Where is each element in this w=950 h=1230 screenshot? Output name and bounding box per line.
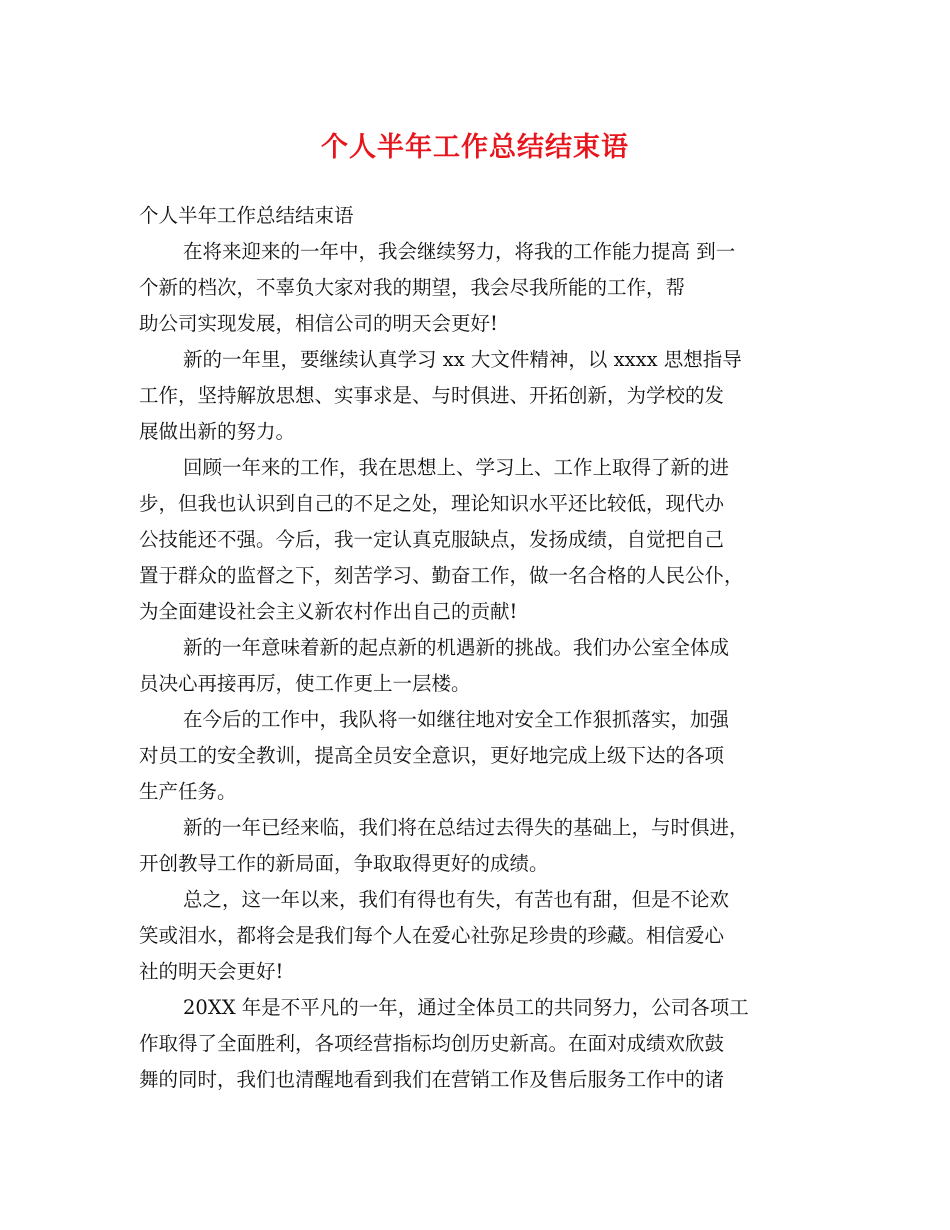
- body-line: 为全面建设社会主义新农村作出自己的贡献!: [139, 600, 518, 623]
- body-line: 回顾一年来的工作，我在思想上、学习上、工作上取得了新的进: [183, 456, 730, 479]
- body-line: 在将来迎来的一年中，我会继续努力，将我的工作能力提高 到一: [183, 240, 736, 263]
- body-line: 社的明天会更好!: [139, 960, 284, 983]
- body-line: 在今后的工作中，我队将一如继往地对安全工作狠抓落实，加强: [183, 708, 730, 731]
- body-line: 对员工的安全教训，提高全员安全意识，更好地完成上级下达的各项: [139, 744, 725, 767]
- body-line: 公技能还不强。今后，我一定认真克服缺点，发扬成绩，自觉把自己: [139, 528, 725, 551]
- body-line: 新的一年已经来临，我们将在总结过去得失的基础上，与时俱进，: [183, 816, 749, 839]
- document-body: [139, 198, 815, 1098]
- body-line: 开创教导工作的新局面，争取取得更好的成绩。: [139, 852, 549, 875]
- body-line: 舞的同时，我们也清醒地看到我们在营销工作及售后服务工作中的诸: [139, 1068, 725, 1091]
- body-line: 助公司实现发展，相信公司的明天会更好!: [139, 312, 498, 335]
- body-line: 新的一年意味着新的起点新的机遇新的挑战。我们办公室全体成: [183, 636, 730, 659]
- document-subtitle: 个人半年工作总结结束语: [139, 204, 354, 227]
- body-line: 置于群众的监督之下，刻苦学习、勤奋工作，做一名合格的人民公仆，: [139, 564, 744, 587]
- body-line: 作取得了全面胜利，各项经营指标均创历史新高。在面对成绩欢欣鼓: [139, 1032, 725, 1055]
- body-line: 步，但我也认识到自己的不足之处，理论知识水平还比较低，现代办: [139, 492, 725, 515]
- body-line: 新的一年里，要继续认真学习 xx 大文件精神，以 xxxx 思想指导: [183, 348, 742, 371]
- body-line: 员决心再接再厉，使工作更上一层楼。: [139, 672, 471, 695]
- body-line: 个新的档次，不辜负大家对我的期望，我会尽我所能的工作，帮: [139, 276, 686, 299]
- document-title: 个人半年工作总结结束语: [321, 132, 629, 163]
- body-line: 20XX 年是不平凡的一年，通过全体员工的共同努力，公司各项工: [183, 996, 749, 1019]
- body-line: 生产任务。: [139, 780, 237, 803]
- body-line: 工作，坚持解放思想、实事求是、与时俱进、开拓创新，为学校的发: [139, 384, 725, 407]
- body-line: 笑或泪水，都将会是我们每个人在爱心社弥足珍贵的珍藏。相信爱心: [139, 924, 725, 947]
- body-line: 展做出新的努力。: [139, 420, 296, 443]
- body-line: 总之，这一年以来，我们有得也有失，有苦也有甜，但是不论欢: [183, 888, 730, 911]
